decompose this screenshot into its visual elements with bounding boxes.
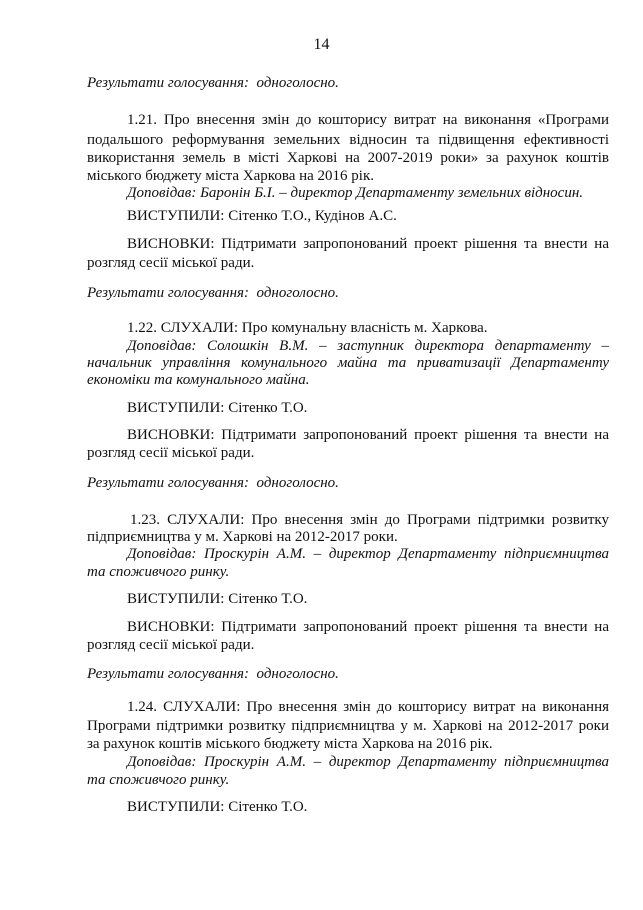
item-1-24-spoke: ВИСТУПИЛИ: Сітенко Т.О. — [127, 799, 308, 815]
vote-result: Результати голосування: одноголосно. — [87, 75, 339, 91]
item-1-24-speaker-2: та споживчого ринку. — [87, 772, 230, 788]
item-1-22-spoke: ВИСТУПИЛИ: Сітенко Т.О. — [127, 400, 308, 416]
item-1-21-line-1: 1.21. Про внесення змін до кошторису витрат на виконання «Програми — [127, 112, 609, 128]
item-1-22-line-1: 1.22. СЛУХАЛИ: Про комунальну власність м. Харкова. — [127, 320, 488, 336]
item-1-21-speaker: Доповідав: Баронін Б.І. – директор Департаменту земельних відносин. — [127, 185, 584, 201]
item-1-21-line-4: міського бюджету міста Харкова на 2016 рік. — [87, 168, 375, 184]
item-1-23-conclusion-1: ВИСНОВКИ: Підтримати запропонований проект рішення та внести на — [127, 619, 609, 635]
item-1-22-speaker-1: Доповідав: Солошкін В.М. – заступник директора департаменту – — [127, 338, 609, 354]
item-1-22-speaker-3: економіки та комунального майна. — [87, 372, 310, 388]
item-1-22-speaker-2: начальник управління комунального майна та приватизації Департаменту — [87, 355, 609, 371]
vote-result: Результати голосування: одноголосно. — [87, 475, 339, 491]
item-1-23-speaker-1: Доповідав: Проскурін А.М. – директор Департаменту підприємництва — [127, 546, 609, 562]
item-1-24-line-2: Програми підтримки розвитку підприємництва у м. Харкові на 2012-2017 роки — [87, 718, 609, 734]
item-1-22-conclusion-1: ВИСНОВКИ: Підтримати запропонований проект рішення та внести на — [127, 427, 609, 443]
item-1-24-line-3: за рахунок коштів міського бюджету міста Харкова на 2016 рік. — [87, 736, 493, 752]
item-1-21-spoke: ВИСТУПИЛИ: Сітенко Т.О., Кудінов А.С. — [127, 208, 397, 224]
item-1-23-speaker-2: та споживчого ринку. — [87, 564, 230, 580]
vote-result: Результати голосування: одноголосно. — [87, 285, 339, 301]
item-1-24-speaker-1: Доповідав: Проскурін А.М. – директор Департаменту підприємництва — [127, 754, 609, 770]
item-1-24-line-1: 1.24. СЛУХАЛИ: Про внесення змін до кошторису витрат на виконання — [127, 699, 609, 715]
item-1-21-conclusion-2: розгляд сесії міської ради. — [87, 255, 255, 271]
item-1-21-conclusion-1: ВИСНОВКИ: Підтримати запропонований проект рішення та внести на — [127, 236, 609, 252]
item-1-23-line-1: 1.23. СЛУХАЛИ: Про внесення змін до Програми підтримки розвитку — [130, 512, 609, 528]
item-1-23-line-2: підприємництва у м. Харкові на 2012-2017 роки. — [87, 529, 398, 545]
item-1-21-line-2: подальшого реформування земельних відносин та підвищення ефективності — [87, 132, 609, 148]
item-1-23-spoke: ВИСТУПИЛИ: Сітенко Т.О. — [127, 591, 308, 607]
item-1-23-conclusion-2: розгляд сесії міської ради. — [87, 637, 255, 653]
vote-result: Результати голосування: одноголосно. — [87, 666, 339, 682]
page-number: 14 — [313, 36, 330, 53]
item-1-21-line-3: використання земель в місті Харкові на 2007-2019 роки» за рахунок коштів — [87, 150, 609, 166]
item-1-22-conclusion-2: розгляд сесії міської ради. — [87, 445, 255, 461]
